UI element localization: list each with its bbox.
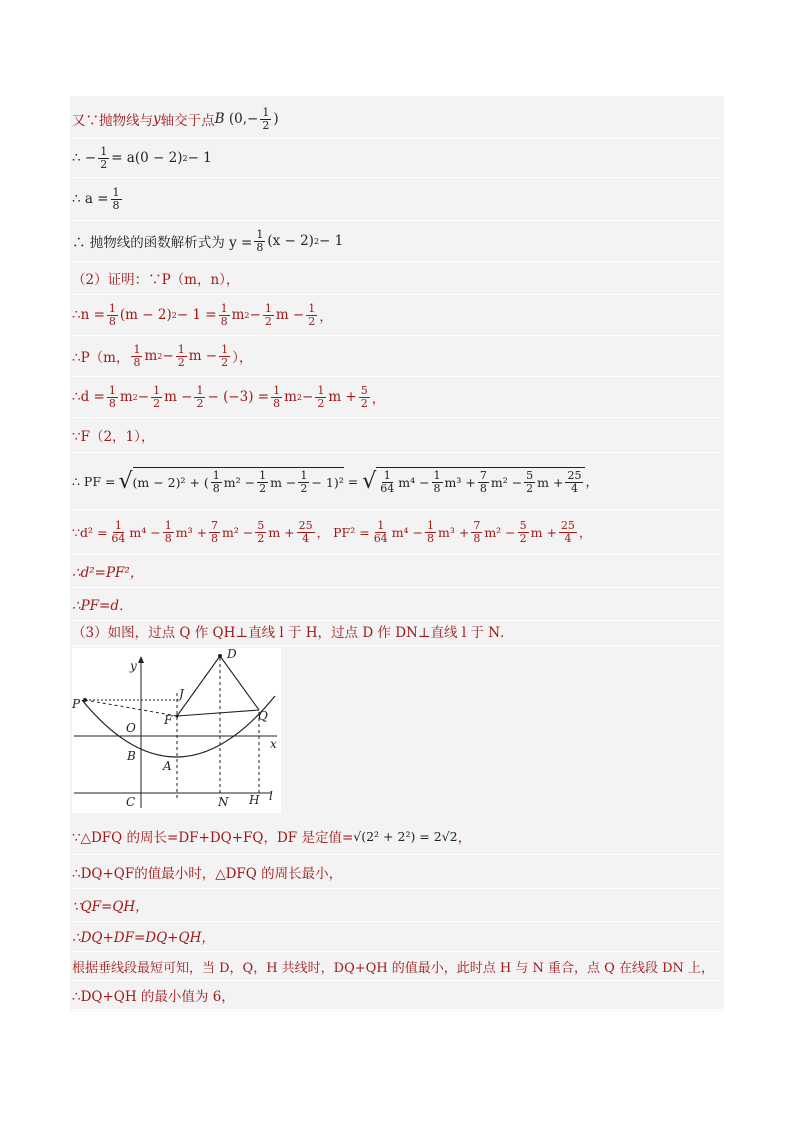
y-arrow <box>138 656 144 663</box>
text: ∴n = <box>72 307 105 323</box>
text: m² − <box>222 524 254 540</box>
text: ∴ 抛物线的函数解析式为 y = <box>72 235 253 251</box>
text: − <box>302 389 314 405</box>
text: m + <box>530 524 557 540</box>
text: ， PF² = <box>316 525 370 540</box>
fraction: $\frac{1}{2}$ <box>100 144 108 171</box>
line-1 <box>72 100 722 139</box>
line-9 <box>72 418 722 453</box>
geometry-figure <box>72 648 281 813</box>
label-q: Q <box>258 709 268 723</box>
text: ∵F（2，1）， <box>72 429 155 445</box>
text: 又∵抛物线与 <box>72 113 153 129</box>
text: m² − <box>484 524 516 540</box>
radicand: (m − 2)² + ( $\frac{1}{8}$ m² − $\frac{1}{2}$ m − $\frac{1}{2}$ − 1)² <box>132 469 344 495</box>
text: m − <box>275 307 305 323</box>
label-f: F <box>164 713 173 727</box>
fraction: $\frac{1}{2}$ <box>196 383 204 410</box>
segment-fq <box>177 710 259 716</box>
text: m + <box>268 524 295 540</box>
text: 2 <box>171 310 177 320</box>
line-19 <box>72 952 722 981</box>
text: m³ + <box>175 524 208 540</box>
line-11 <box>72 510 722 555</box>
line-2 <box>72 139 722 178</box>
fraction: $\frac{25}{4}$ <box>298 518 313 545</box>
text: y <box>153 111 161 127</box>
fraction: $\frac{1}{8}$ <box>220 301 228 328</box>
fraction: $\frac{5}{2}$ <box>360 383 368 410</box>
label-c: C <box>126 795 136 809</box>
text: ∵△DFQ 的周长=DF+DQ+FQ，DF 是定值= <box>72 830 354 846</box>
label-l: l <box>269 789 273 803</box>
text: 2 <box>296 392 303 402</box>
text: 2 <box>132 392 138 402</box>
figure-svg <box>72 648 281 813</box>
radicand: $\frac{1}{64}$ m⁴ − $\frac{1}{8}$ m³ + $\frac{7}{8}$ m² − $\frac{5}{2}$ m + $\frac{25}{4}$ <box>376 467 585 495</box>
fraction: $\frac{1}{2}$ <box>308 301 316 328</box>
text: m³ + <box>438 524 470 540</box>
fraction: $\frac{1}{8}$ <box>427 518 434 545</box>
fraction: $\frac{1}{2}$ <box>262 105 270 132</box>
text: （2）证明：∵P（m，n）， <box>72 272 240 288</box>
text: ∴d²=PF²， <box>72 565 144 581</box>
text: ， <box>457 830 472 846</box>
text: B <box>214 111 225 127</box>
line-8 <box>72 377 722 418</box>
text: ， <box>578 525 592 540</box>
text: ∵QF=QH， <box>72 899 149 915</box>
fraction: $\frac{5}{2}$ <box>519 518 527 545</box>
text: ∴DQ+QH 的最小值为 6， <box>72 989 235 1005</box>
line-14 <box>72 617 722 646</box>
fraction: $\frac{1}{2}$ <box>177 342 185 369</box>
label-d: D <box>227 648 237 661</box>
text: ， <box>319 309 333 325</box>
text: ∴DQ+DF=DQ+QH， <box>72 930 215 946</box>
line-16 <box>72 856 722 889</box>
text: − <box>162 348 174 364</box>
label-o: O <box>126 721 136 735</box>
point-d <box>218 654 222 658</box>
sqrt-sign: √ <box>118 468 133 494</box>
line-10 <box>72 453 722 510</box>
fraction: $\frac{7}{8}$ <box>211 518 219 545</box>
line-20 <box>72 981 722 1010</box>
text: = <box>347 473 359 489</box>
line-6 <box>72 295 722 336</box>
text: − (−3) = <box>207 389 270 405</box>
label-p: P <box>72 697 81 711</box>
text: − 1 <box>319 233 344 249</box>
text: ∴ PF = <box>72 473 116 489</box>
text: m + <box>328 389 357 405</box>
text: 2 <box>244 310 250 320</box>
sqrt-sign: √ <box>362 468 377 494</box>
fraction: $\frac{1}{2}$ <box>264 301 272 328</box>
text: ， <box>585 474 598 489</box>
fraction: $\frac{1}{64}$ <box>373 518 388 545</box>
text: 2 <box>313 236 320 246</box>
fraction: $\frac{1}{8}$ <box>256 227 264 254</box>
text: ) <box>273 111 279 127</box>
label-h: H <box>249 793 260 807</box>
line-18 <box>72 921 722 952</box>
segment-df <box>177 656 220 716</box>
fraction: $\frac{5}{2}$ <box>257 518 265 545</box>
text: − 1 = <box>176 307 217 323</box>
text: 2 <box>182 153 188 163</box>
text: ∴ a = <box>72 191 109 207</box>
fraction: $\frac{1}{2}$ <box>317 383 325 410</box>
line-3 <box>72 178 722 221</box>
line-12 <box>72 555 722 588</box>
text: = a(0 − 2) <box>111 150 183 166</box>
text: m <box>119 389 133 405</box>
text: m − <box>188 348 218 364</box>
text: ∵d² = <box>72 524 108 540</box>
text: m <box>144 348 158 364</box>
text: ）， <box>232 350 253 366</box>
line-7 <box>72 336 722 377</box>
text: m⁴ − <box>391 524 423 540</box>
text: − <box>137 389 150 405</box>
text: √(2² + 2²) = 2√2 <box>353 828 458 844</box>
fraction: $\frac{1}{2}$ <box>153 383 161 410</box>
line-4 <box>72 221 722 262</box>
fraction: $\frac{1}{2}$ <box>221 342 229 369</box>
fraction: $\frac{7}{8}$ <box>473 518 481 545</box>
fraction: $\frac{25}{4}$ <box>560 518 575 545</box>
fraction: $\frac{1}{8}$ <box>108 301 116 328</box>
line-15 <box>72 818 722 855</box>
point-p <box>83 698 87 702</box>
text: m <box>284 389 297 405</box>
text: − <box>249 307 261 323</box>
text: （3）如图，过点 Q 作 QH⊥直线 l 于 H，过点 D 作 DN⊥直线 l 于 N． <box>72 625 514 641</box>
text: 2 <box>157 351 163 361</box>
text: ∴PF=d． <box>72 598 133 614</box>
text: m − <box>164 389 193 405</box>
text: m <box>231 307 245 323</box>
fraction: $\frac{1}{64}$ <box>111 518 126 545</box>
label-x: x <box>270 737 277 751</box>
text: (m − 2) <box>119 307 172 323</box>
label-j: J <box>179 687 184 701</box>
text: 轴交于点 <box>160 113 215 129</box>
fraction: $\frac{1}{8}$ <box>112 185 120 212</box>
text: (0,− <box>224 111 259 127</box>
label-a: A <box>163 759 172 773</box>
text: 根据垂线段最短可知，当 D，Q，H 共线时，DQ+QH 的值最小，此时点 H 与 N 重合，点 Q 在线段 DN 上， <box>72 960 715 976</box>
point-f <box>175 714 178 717</box>
fraction: $\frac{1}{8}$ <box>133 342 141 369</box>
line-5 <box>72 262 722 295</box>
text: ∴P（m， <box>72 350 130 366</box>
text: − 1 <box>187 150 212 166</box>
text: ∴d = <box>72 389 105 405</box>
text: m⁴ − <box>129 524 161 540</box>
text: ∴DQ+QF的值最小时，△DFQ 的周长最小， <box>72 866 343 882</box>
text: (x − 2) <box>267 233 314 249</box>
line-17 <box>72 889 722 922</box>
label-n: N <box>218 795 229 809</box>
text: ， <box>371 391 386 407</box>
fraction: $\frac{1}{8}$ <box>108 383 116 410</box>
label-y: y <box>130 659 137 673</box>
fraction: $\frac{1}{8}$ <box>273 383 281 410</box>
segment-dq <box>220 656 259 710</box>
label-b: B <box>127 749 136 763</box>
fraction: $\frac{1}{8}$ <box>164 518 172 545</box>
parabola <box>82 696 275 757</box>
text: ∴ − <box>72 150 97 166</box>
